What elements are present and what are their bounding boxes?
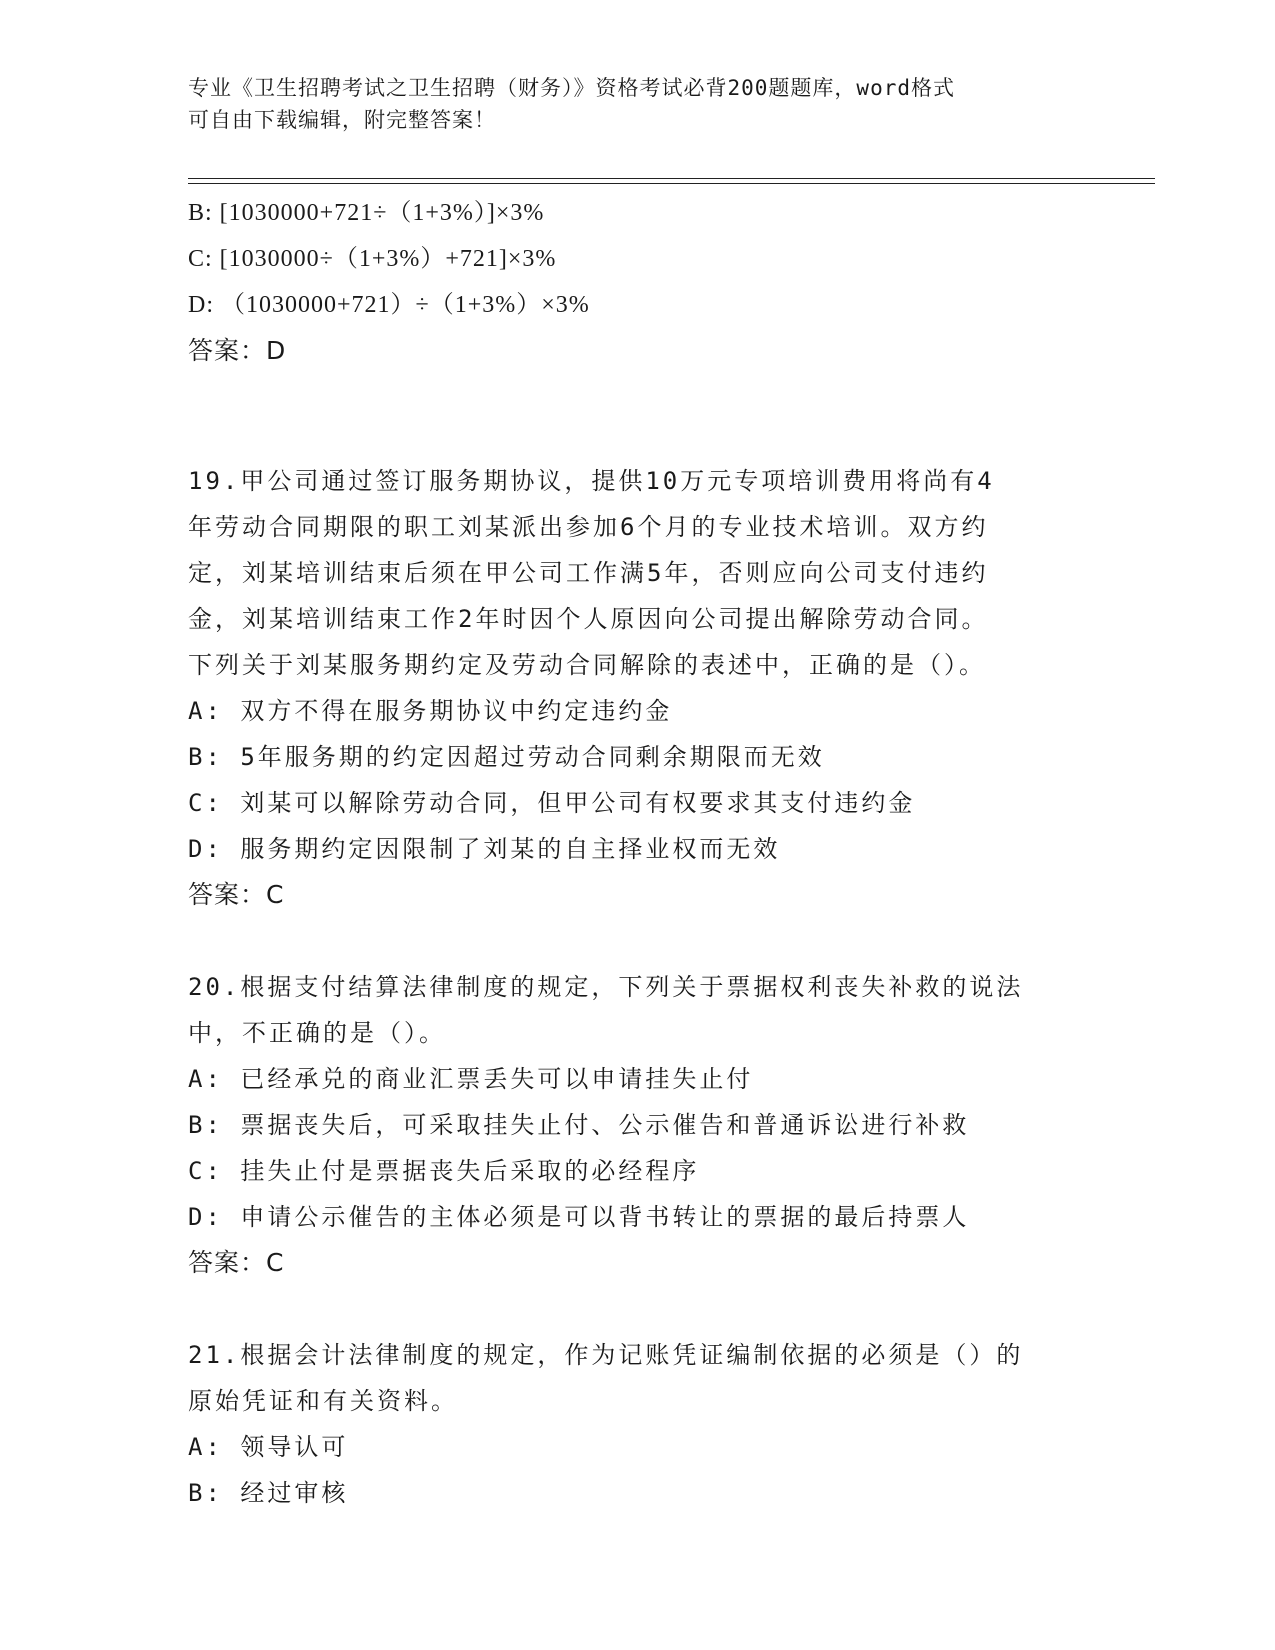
document-body bbox=[188, 190, 1088, 1516]
question-18-option-b: B: [1030000+721÷（1+3%）]×3% bbox=[188, 200, 545, 226]
question-19-answer: 答案：C bbox=[188, 880, 285, 909]
question-20-stem-line-2: 中，不正确的是（）。 bbox=[188, 1019, 446, 1047]
document-header bbox=[188, 72, 1068, 136]
question-21-stem-line-2: 原始凭证和有关资料。 bbox=[188, 1387, 458, 1415]
question-19-stem-line-3: 定，刘某培训结束后须在甲公司工作满5年，否则应向公司支付违约 bbox=[188, 559, 989, 587]
spacer bbox=[188, 374, 1088, 420]
question-21-block bbox=[188, 1332, 1088, 1516]
question-20-option-d: D: 申请公示催告的主体必须是可以背书转让的票据的最后持票人 bbox=[188, 1203, 970, 1231]
question-18-block bbox=[188, 190, 1088, 374]
question-19-stem-line-5: 下列关于刘某服务期约定及劳动合同解除的表述中，正确的是（）。 bbox=[188, 651, 986, 679]
header-divider-top bbox=[188, 178, 1155, 179]
question-18-option-c: C: [1030000÷（1+3%）+721]×3% bbox=[188, 246, 557, 272]
question-21-stem-line-1: 21.根据会计法律制度的规定，作为记账凭证编制依据的必须是（）的 bbox=[188, 1341, 1024, 1369]
question-19-stem-line-1: 19.甲公司通过签订服务期协议，提供10万元专项培训费用将尚有4 bbox=[188, 467, 995, 495]
question-20-block bbox=[188, 964, 1088, 1286]
spacer bbox=[188, 1286, 1088, 1332]
header-title-line-2: 可自由下载编辑，附完整答案！ bbox=[188, 108, 496, 132]
question-20-option-b: B: 票据丧失后，可采取挂失止付、公示催告和普通诉讼进行补救 bbox=[188, 1111, 970, 1139]
question-19-option-a: A: 双方不得在服务期协议中约定违约金 bbox=[188, 697, 673, 725]
question-18-option-d: D: （1030000+721）÷（1+3%）×3% bbox=[188, 292, 590, 318]
question-21-option-b: B: 经过审核 bbox=[188, 1479, 349, 1507]
spacer bbox=[188, 420, 1088, 458]
question-20-option-a: A: 已经承兑的商业汇票丢失可以申请挂失止付 bbox=[188, 1065, 754, 1093]
question-19-stem-line-4: 金，刘某培训结束工作2年时因个人原因向公司提出解除劳动合同。 bbox=[188, 605, 989, 633]
question-18-answer: 答案：D bbox=[188, 336, 287, 365]
question-19-block bbox=[188, 458, 1088, 918]
header-divider-bottom bbox=[188, 183, 1155, 184]
question-20-answer: 答案：C bbox=[188, 1248, 285, 1277]
question-19-option-b: B: 5年服务期的约定因超过劳动合同剩余期限而无效 bbox=[188, 743, 825, 771]
spacer bbox=[188, 918, 1088, 964]
question-19-option-c: C: 刘某可以解除劳动合同，但甲公司有权要求其支付违约金 bbox=[188, 789, 916, 817]
question-20-stem-line-1: 20.根据支付结算法律制度的规定，下列关于票据权利丧失补救的说法 bbox=[188, 973, 1024, 1001]
question-20-option-c: C: 挂失止付是票据丧失后采取的必经程序 bbox=[188, 1157, 700, 1185]
header-title-line-1: 专业《卫生招聘考试之卫生招聘（财务）》资格考试必背200题题库，word格式 bbox=[188, 76, 955, 100]
question-21-option-a: A: 领导认可 bbox=[188, 1433, 349, 1461]
question-19-stem-line-2: 年劳动合同期限的职工刘某派出参加6个月的专业技术培训。双方约 bbox=[188, 513, 989, 541]
question-19-option-d: D: 服务期约定因限制了刘某的自主择业权而无效 bbox=[188, 835, 781, 863]
